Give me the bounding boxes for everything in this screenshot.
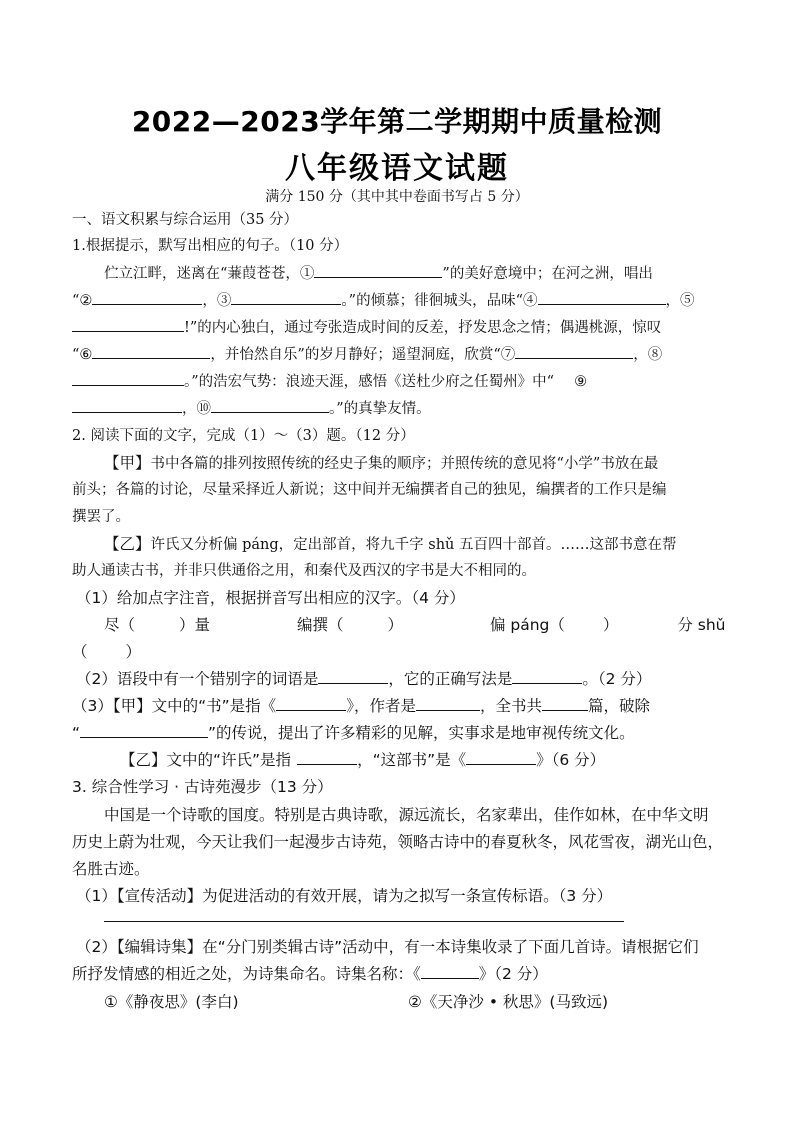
q1-line: 伫立江畔，迷离在“蒹葭苍苍，① ”的美好意境中；在河之洲，唱出 [104, 262, 653, 283]
q1-line: ，⑩ 。”的真挚友情。 [72, 397, 431, 418]
q3-sub1: （1）【宣传活动】为促进活动的有效开展，请为之拟写一条宣传标语。（3 分） [76, 887, 613, 905]
q3-sub2: 所抒发情感的相近之处，为诗集命名。诗集名称：《 》（2 分） [72, 965, 548, 983]
answer-blank[interactable] [211, 398, 329, 413]
answer-blank[interactable] [72, 371, 184, 386]
q2-sub3: 【乙】文中的“许氏”是指 ，“这部书”是《 》（6 分） [120, 751, 606, 769]
answer-blank[interactable] [276, 696, 346, 711]
passage-jia-line: 撰罢了。 [72, 509, 130, 525]
answer-blank[interactable] [515, 344, 633, 359]
answer-blank[interactable] [538, 290, 666, 305]
poem-item: ①《静夜思》(李白) [104, 993, 239, 1011]
q2-sub2: （2）语段中有一个错别字的词语是 ，它的正确写法是 。（2 分） [76, 670, 652, 688]
passage-jia: 【甲】书中各篇的排列按照传统的经史子集的顺序；并照传统的意见将“小学”书放在最 [104, 454, 659, 472]
exam-title: 2022—2023学年第二学期期中质量检测 [131, 105, 663, 138]
answer-blank[interactable] [72, 317, 184, 332]
passage-jia-line: 前头；各篇的讨论，尽量采择近人新说；这中间并无编撰者自己的独见，编撰者的工作只是编 [72, 482, 667, 498]
answer-blank[interactable] [231, 290, 341, 305]
answer-blank[interactable] [297, 750, 357, 765]
exam-subject-title: 八年级语文试题 [285, 151, 509, 186]
poem-item: ②《天净沙 • 秋思》(马致远) [408, 993, 608, 1011]
q1-line: “② ，③ 。”的倾慕；徘徊城头，品味“④ ，⑤ [72, 289, 695, 310]
answer-blank[interactable] [92, 290, 202, 305]
q2-sub3: “ ”的传说，提出了许多精彩的见解，实事求是地审视传统文化。 [72, 724, 635, 742]
q2-stem: 2. 阅读下面的文字，完成（1）～（3）题。（12 分） [72, 428, 415, 444]
answer-blank[interactable] [318, 669, 388, 684]
answer-blank[interactable] [542, 696, 588, 711]
passage-yi-line: 助人通读古书，并非只供通俗之用，和秦代及西汉的字书是大不相同的。 [72, 563, 536, 579]
passage-yi: 【乙】许氏又分析偏 páng，定出部首，将九千字 shǔ 五百四十部首。……这部书意在帮 [104, 535, 677, 553]
q2-sub1: （1）给加点字注音，根据拼音写出相应的汉字。（4 分） [76, 589, 465, 607]
q3-intro: 中国是一个诗歌的国度。特别是古典诗歌，源远流长，名家辈出，佳作如林，在中华文明 [104, 806, 709, 824]
q2-sub1-items: 尽（ ）量 编撰（ ） 偏 páng（ ） 分 shǔ [104, 616, 726, 634]
answer-blank[interactable] [92, 344, 210, 359]
section-heading: 一、语文积累与综合运用（35 分） [72, 212, 299, 228]
answer-blank[interactable] [80, 723, 208, 738]
answer-blank[interactable] [314, 263, 442, 278]
score-note: 满分 150 分（其中其中卷面书写占 5 分） [265, 189, 529, 205]
q2-sub1-items: （ ） [72, 643, 142, 661]
q1-line: 。”的浩宏气势：浪迹天涯，感悟《送杜少府之任蜀州》中“ ⑨ [72, 370, 587, 391]
q3-stem: 3. 综合性学习 · 古诗苑漫步（13 分） [72, 778, 333, 796]
answer-blank[interactable] [72, 398, 182, 413]
answer-line[interactable] [104, 921, 624, 922]
q3-intro: 名胜古迹。 [72, 860, 150, 878]
q3-intro: 历史上蔚为壮观，今天让我们一起漫步古诗苑，领略古诗中的春夏秋冬，风花雪夜，湖光山色， [72, 833, 724, 851]
answer-blank[interactable] [466, 750, 536, 765]
q1-line: “⑥ ，并怡然自乐”的岁月静好；遥望洞庭，欣赏“⑦ ，⑧ [72, 343, 662, 364]
q1-line: !”的内心独白，通过夸张造成时间的反差，抒发思念之情；偶遇桃源，惊叹 [72, 316, 661, 337]
q2-sub3: （3）【甲】文中的“书”是指《 》，作者是 ，全书共 篇，破除 [72, 697, 650, 715]
answer-blank[interactable] [512, 669, 582, 684]
q3-sub2: （2）【编辑诗集】在“分门别类辑古诗”活动中，有一本诗集收录了下面几首诗。请根据它们 [76, 938, 699, 956]
answer-blank[interactable] [421, 964, 479, 979]
answer-blank[interactable] [416, 696, 480, 711]
q1-stem: 1.根据提示，默写出相应的句子。（10 分） [72, 238, 349, 254]
